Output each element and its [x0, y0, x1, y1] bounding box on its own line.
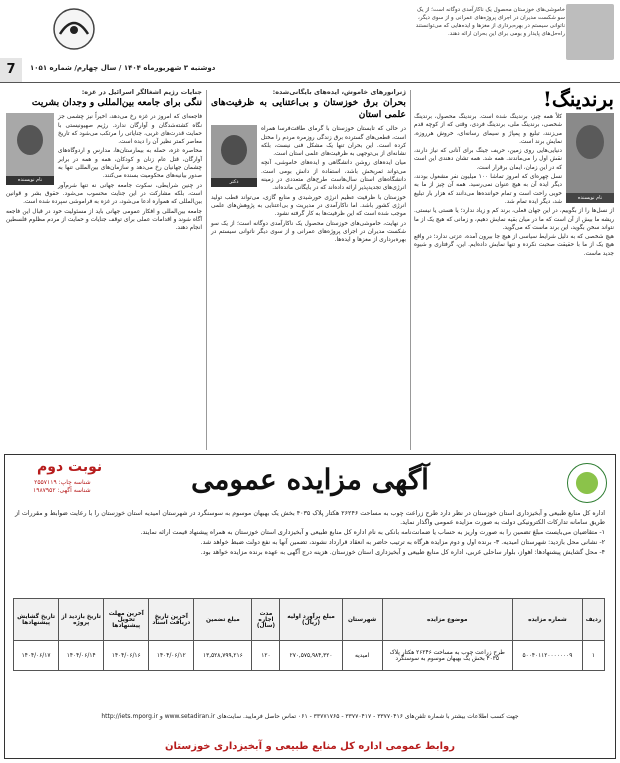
table-header: مبلغ تضمین: [194, 599, 252, 641]
author-photo: [566, 113, 614, 203]
table-cell: ۲۷۰,۵۷۵,۹۸۴,۳۲۰: [280, 641, 342, 671]
table-header: آخرین مهلت تحویل پیشنهادها: [104, 599, 149, 641]
article-paragraph: محاصره غزه، حمله به بیمارستان‌ها، مدارس و اردوگاه‌های آوارگان، قتل عام زنان و کودکان، همه و همه در برابر چشمان جهانیان رخ می‌دهد و سازمان‌های بین‌المللی تنها به صدور بیانیه‌های محکومیت بسنده می‌کنند.: [58, 148, 202, 180]
article-title: برندینگ!: [543, 87, 614, 111]
ad-title: آگهی مزایده عمومی: [191, 463, 429, 496]
header-quote: خاموشی‌های خوزستان محصول یک ناکارآمدی دوگانه است؛ از یک سو شکست مدیران در اجرای پروژه‌های عمرانی و از سوی دیگر، ناتوانی سیستم در بهره‌برداری از مغزها و ایده‌هایی که می‌توانستند راه‌حل‌های پایدار و بومی برای این بحران ارائه دهند.: [415, 7, 565, 37]
table-cell: ۱۴۰۴/۰۶/۱۲: [149, 641, 194, 671]
article-branding: [414, 88, 614, 259]
photo-caption: دکتر: [211, 178, 257, 187]
photo-caption: نام نویسنده: [6, 176, 54, 185]
page-number: 7: [0, 58, 22, 82]
table-header: شماره مزایده: [512, 599, 582, 641]
table-header: مبلغ برآورد اولیه (ریال): [280, 599, 342, 641]
ad-paragraph: اداره کل منابع طبیعی و آبخیزداری استان خوزستان در نظر دارد طرح زراعت چوب به مساحت ۲۶۲۴۶ هکتار پلاک ۴۰۳۵ بخش یک بهبهان موسوم به سوسنگرد در شهرستان امیدیه استان خوزستان را با رعایت ضوابط و مقررات از طریق سامانه تدارکات الکترونیکی دولت به صورت مزایده عمومی واگذار نماید.: [15, 510, 605, 526]
article-paragraph: کلاً همه چیز، برندینگ شده است. برندینگ محصول، برندینگ شخصی، برندینگ ملی، برندینگ فردی، وقتی که از کوچه قدم می‌زنند، تبلیغ و پمپاژ و سیمای رسانه‌ای، خروش هرروزه، نمایش برند است.: [414, 114, 562, 145]
header-portrait: [566, 4, 614, 60]
article-paragraph: میان ایده‌های روشن دانشگاهی و ایده‌های خاموشی، آنچه می‌تواند ثمربخش باشد، استفاده از دانش بومی است. دانشگاه‌های استان سال‌هاست طرح‌های متعددی در زمینه انرژی‌های تجدیدپذیر ارائه داده‌اند که در بایگانی مانده‌اند.: [261, 160, 406, 192]
newspaper-logo: [45, 6, 103, 52]
article-title: بحران برق خوزستان و بی‌اعتنایی به ظرفیت‌های علمی استان: [211, 97, 406, 121]
table-cell: ۱۴۰۴/۰۶/۱۶: [104, 641, 149, 671]
ad-paragraph: ۱- متقاضیان می‌بایست مبلغ تضمین را به صورت واریز به حساب یا ضمانت‌نامه بانکی به نام اداره کل منابع طبیعی و آبخیزداری استان خوزستان به همراه پیشنهاد قیمت ارائه نمایند.: [140, 529, 605, 536]
author-photo: [211, 125, 257, 187]
table-header: آخرین تاریخ دریافت اسناد: [149, 599, 194, 641]
table-header: مدت اجاره (سال): [252, 599, 280, 641]
article-paragraph: نسل چهره‌ای که امروز تماشا ۱۰۰ میلیون نفر مشغول بودند، دیگر ایده آن به هیچ عنوان نمی‌رسید. همه آن چیز از ما به خوبی راحت است و تمام خواننده‌ها می‌دانند که هزار بار تبلیغ شد، دیگر ایده تمام شد.: [414, 174, 562, 205]
article-paragraph: از نسل‌ها را از بگوییم، در این جهان فعلی، برند کم و زیاد ندارد؛ یا هستی یا نیستی. ریشه ما بیش از آن است که ما در میان بقیه نمایش دهیم، و زمانی که هیچ یک از ما نتواند سخن بگوید، این برند ماست که می‌گوید.: [414, 208, 614, 231]
ad-signature: روابط عمومی اداره کل منابع طبیعی و آبخیزداری خوزستان: [164, 741, 455, 752]
article-paragraph: فاجعه‌ای که امروز در غزه رخ می‌دهد، اخیراً نیز چشمی جز نگاه کشته‌شدگان و آوارگان ندارد. رژیم صهیونیستی با حمایت قدرت‌های غربی، جنایاتی را مرتکب می‌شود که تاریخ معاصر کمتر نظیر آن را دیده است.: [58, 114, 202, 146]
table-cell: ۱۴۰۴/۰۶/۱۷: [14, 641, 59, 671]
column-divider: [410, 90, 411, 450]
author-face: [576, 125, 604, 159]
article-electricity: [211, 88, 406, 245]
table-cell: ۱: [582, 641, 604, 671]
header-divider: [0, 82, 620, 83]
article-paragraph: جامعه بین‌المللی و افکار عمومی جهانی باید از مسئولیت خود در قبال این فاجعه آگاه شوند و اقدامات عملی برای توقف جنایات و حمایت از مردم مظلوم فلسطین انجام دهند.: [6, 208, 202, 232]
article-title: ننگی برای جامعه بین‌المللی و وجدان بشریت: [31, 97, 202, 109]
page-header: [0, 0, 620, 84]
issue-date: دوشنبه ۳ شهریورماه ۱۴۰۴ / سال چهارم/ شماره ۱۰۵۱: [30, 64, 216, 72]
author-face: [221, 135, 247, 165]
auction-table: [13, 598, 605, 671]
table-cell: طرح زراعت چوب به مساحت ۲۶۲۴۶ هکتار پلاک ۴۰۳۵ بخش یک بهبهان موسوم به سوسنگرد: [382, 641, 512, 671]
auction-advertisement: [4, 454, 616, 759]
ad-paragraph: ۴- محل گشایش پیشنهادها: اهواز، بلوار ساحلی غربی، اداره کل منابع طبیعی و آبخیزداری استان خوزستان. هزینه درج آگهی به عهده برنده مزایده خواهد بود.: [200, 549, 605, 556]
article-paragraph: در حالی که تابستان خوزستان با گرمای طاقت‌فرسا همراه است، قطعی‌های گسترده برق زندگی روزمره مردم را مختل کرده است. این بحران تنها یک مشکل فنی نیست، بلکه نشانه‌ای از بی‌توجهی به ظرفیت‌های علمی استان است.: [261, 126, 406, 158]
table-cell: ۱۳,۵۲۸,۷۹۹,۲۱۶: [194, 641, 252, 671]
article-paragraph: در چنین شرایطی، سکوت جامعه جهانی نه تنها شرم‌آور است، بلکه مشارکت در این جنایت محسوب می‌شود. حقوق بشر و قوانین بین‌المللی که همواره ادعا می‌شود، در غزه به فراموشی سپرده شده است.: [6, 182, 202, 206]
author-face: [17, 125, 43, 155]
article-kicker: جنایات رژیم اشغالگر اسرائیل در غزه:: [81, 88, 202, 96]
table-cell: ۱۴۰۴/۰۶/۱۴: [59, 641, 104, 671]
article-paragraph: دنیایی‌هایی روی زمین، حریف جینگ برای آنانی که نیاز دارند، نقش اول را می‌ماندند. همه شد. همه تشان دهندی این است که در این زمان، ایمان برقرار است.: [414, 148, 562, 171]
table-header: تاریخ بازدید از پروژه: [59, 599, 104, 641]
article-paragraph: هیچ شخصی که به دلیل شرایط سیاسی از هیچ جا بیرون آمده، عزتی ندارد؛ در واقع هیچ یک از ما با حقیقت صحبت نکرده و تنها نمایش داده‌ایم. این، گرفتاری و شیوه جدید ماست.: [414, 234, 614, 257]
table-header: شهرستان: [342, 599, 382, 641]
ad-turn-label: نوبت دوم: [37, 459, 103, 475]
table-row: [14, 641, 605, 671]
ad-id: شناسه آگهی: ۱۹۸۷۹۵۲: [33, 487, 91, 494]
article-kicker: ژنرانورهای خاموش، ایده‌های بایگانی‌شده:: [272, 88, 406, 96]
article-paragraph: در نهایت، خاموشی‌های خوزستان محصول یک ناکارآمدی دوگانه است؛ از یک سو شکست مدیران در اجرای پروژه‌های عمرانی و از سوی دیگر ناتوانی سیستم در بهره‌برداری از مغزها و ایده‌ها.: [211, 220, 406, 244]
column-divider: [206, 90, 207, 450]
table-header: ردیف: [582, 599, 604, 641]
table-header: تاریخ گشایش پیشنهادها: [14, 599, 59, 641]
article-paragraph: خوزستان با ظرفیت عظیم انرژی خورشیدی و منابع گازی، می‌تواند قطب تولید انرژی کشور باشد. اما ناکارآمدی در مدیریت و بی‌اعتنایی به پژوهش‌های علمی موجب شده است که این ظرفیت‌ها به کار گرفته نشود.: [211, 194, 406, 218]
table-cell: ۵۰۰۴۰۱۱۲۰۰۰۰۰۰۰۹: [512, 641, 582, 671]
table-cell: ۱۲۰: [252, 641, 280, 671]
author-photo: [6, 113, 54, 185]
table-cell: امیدیه: [342, 641, 382, 671]
ad-paragraph: ۲- نشانی محل بازدید: شهرستان امیدیه. ۳- برنده اول و دوم مزایده هرگاه به ترتیب حاضر به انعقاد قرارداد نشوند، تضمین آنها به نفع دولت ضبط خواهد شد.: [200, 539, 605, 546]
print-id: شناسه چاپ: ۲۵۵۷۱۱۹: [34, 479, 91, 486]
ad-contact-info: جهت کسب اطلاعات بیشتر با شماره تلفن‌های ۳۳۷۷۰۴۱۶ - ۳۳۷۷۰۴۱۷ - ۳۳۷۷۱۷۶۵ - ۰۶۱ تماس حاصل فرمایید. سایت‌های www.setadiran.ir و http://iets.mporg.ir: [101, 713, 519, 720]
table-header-row: [14, 599, 605, 641]
article-gaza: [6, 88, 202, 233]
ad-reference: [33, 479, 91, 495]
photo-caption: نام نویسنده: [566, 193, 614, 203]
table-header: موضوع مزایده: [382, 599, 512, 641]
ad-body: [15, 509, 605, 558]
